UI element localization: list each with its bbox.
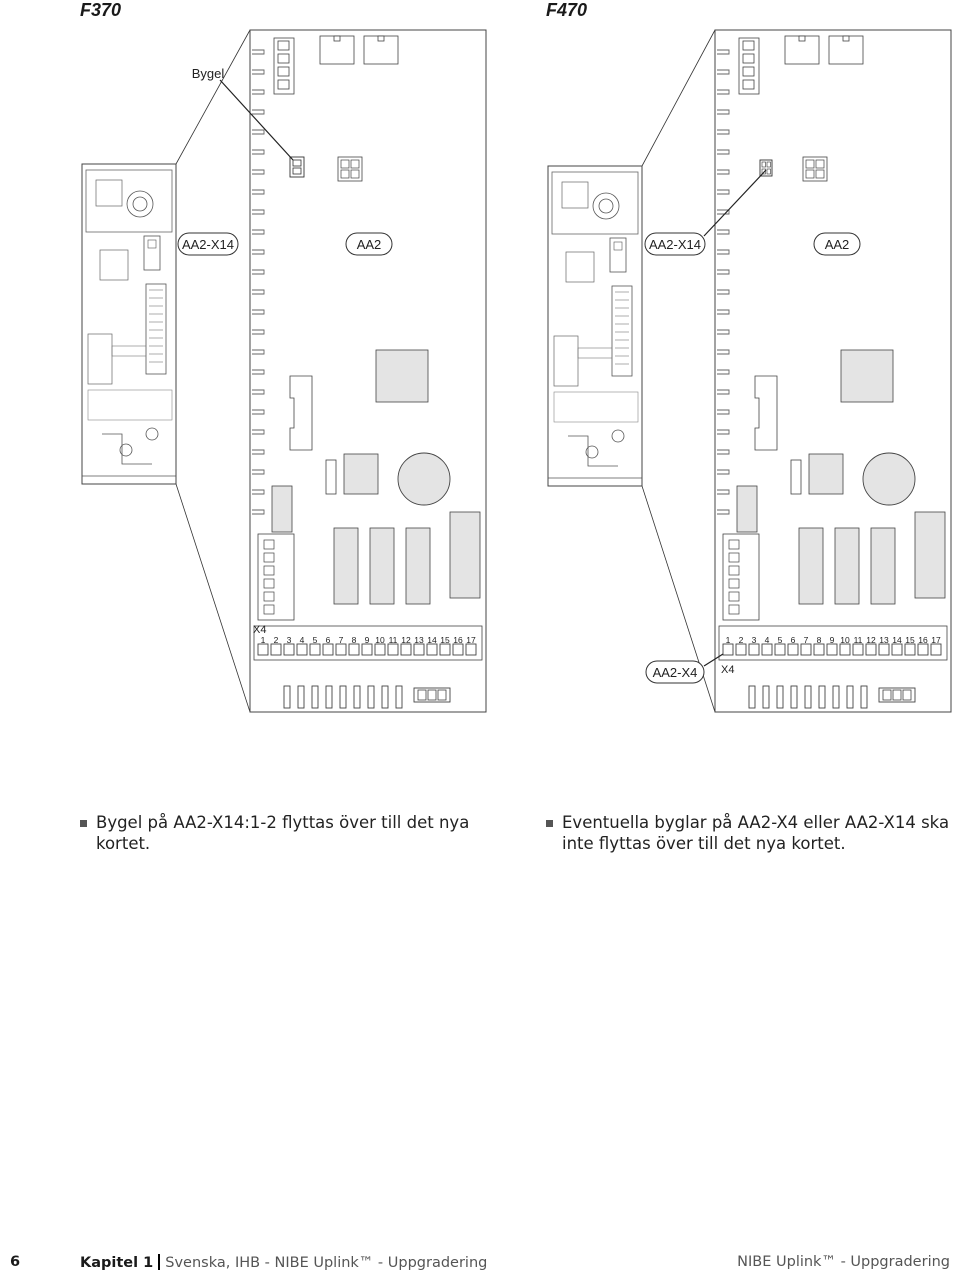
f370-aa2-x14-label: AA2-X14	[181, 237, 235, 252]
svg-text:1: 1	[260, 635, 266, 645]
svg-text:10: 10	[840, 635, 850, 645]
model-title-f370: F370	[80, 0, 122, 20]
svg-text:9: 9	[364, 635, 370, 645]
svg-text:11: 11	[853, 635, 863, 645]
note-right-text: Eventuella byglar på AA2-X4 eller AA2-X14 ska inte flyttas över till det nya kortet.	[562, 813, 950, 853]
svg-text:6: 6	[790, 635, 796, 645]
footer-divider	[158, 1254, 160, 1270]
svg-text:11: 11	[388, 635, 398, 645]
f470-control-board	[715, 30, 951, 712]
note-right	[546, 812, 958, 854]
note-left	[80, 812, 520, 854]
bullet-square-icon	[546, 820, 553, 827]
f470-aa2-x14-label: AA2-X14	[648, 237, 702, 252]
svg-text:13: 13	[414, 635, 424, 645]
zoom-line-top-right	[642, 30, 715, 166]
svg-text:12: 12	[401, 635, 411, 645]
chapter-footer	[80, 1254, 487, 1271]
bullet-square-icon	[80, 820, 87, 827]
svg-text:14: 14	[892, 635, 902, 645]
svg-text:10: 10	[375, 635, 385, 645]
footer-right-title: NIBE Uplink™ - Uppgradering	[737, 1254, 950, 1270]
f470-x4-label: X4	[721, 664, 735, 676]
svg-text:8: 8	[351, 635, 357, 645]
svg-text:5: 5	[777, 635, 783, 645]
svg-text:6: 6	[325, 635, 331, 645]
svg-text:16: 16	[453, 635, 463, 645]
svg-text:4: 4	[764, 635, 770, 645]
f470-aa2-x4-label: AA2-X4	[652, 665, 698, 680]
svg-text:4: 4	[299, 635, 305, 645]
f470-aa2-label: AA2	[824, 237, 850, 252]
svg-text:3: 3	[751, 635, 757, 645]
f370-unit-outline	[82, 164, 176, 484]
svg-text:17: 17	[466, 635, 476, 645]
zoom-line-top-left	[176, 30, 250, 164]
svg-text:17: 17	[931, 635, 941, 645]
svg-text:3: 3	[286, 635, 292, 645]
page-number: 6	[10, 1254, 21, 1270]
svg-text:13: 13	[879, 635, 889, 645]
f470-unit-outline	[548, 166, 642, 486]
svg-text:16: 16	[918, 635, 928, 645]
svg-text:15: 15	[905, 635, 915, 645]
svg-text:15: 15	[440, 635, 450, 645]
chapter-label: Kapitel 1	[80, 1255, 154, 1271]
f370-x4-label: X4	[253, 624, 267, 636]
f370-control-board	[250, 30, 486, 712]
svg-text:1: 1	[725, 635, 731, 645]
model-title-f470: F470	[546, 0, 588, 20]
f370-diagram	[82, 30, 486, 712]
zoom-line-bottom-left	[176, 484, 250, 712]
svg-text:14: 14	[427, 635, 437, 645]
svg-text:9: 9	[829, 635, 835, 645]
svg-text:2: 2	[738, 635, 744, 645]
note-left-text: Bygel på AA2-X14:1-2 flyttas över till det nya kortet.	[96, 813, 470, 853]
svg-text:2: 2	[273, 635, 279, 645]
chapter-subtitle: Svenska, IHB - NIBE Uplink™ - Uppgradering	[165, 1255, 488, 1271]
svg-text:12: 12	[866, 635, 876, 645]
f470-diagram	[548, 30, 951, 712]
svg-text:7: 7	[338, 635, 344, 645]
f370-aa2-label: AA2	[356, 237, 382, 252]
svg-text:8: 8	[816, 635, 822, 645]
svg-text:5: 5	[312, 635, 318, 645]
bygel-label: Bygel	[191, 66, 225, 81]
svg-text:7: 7	[803, 635, 809, 645]
